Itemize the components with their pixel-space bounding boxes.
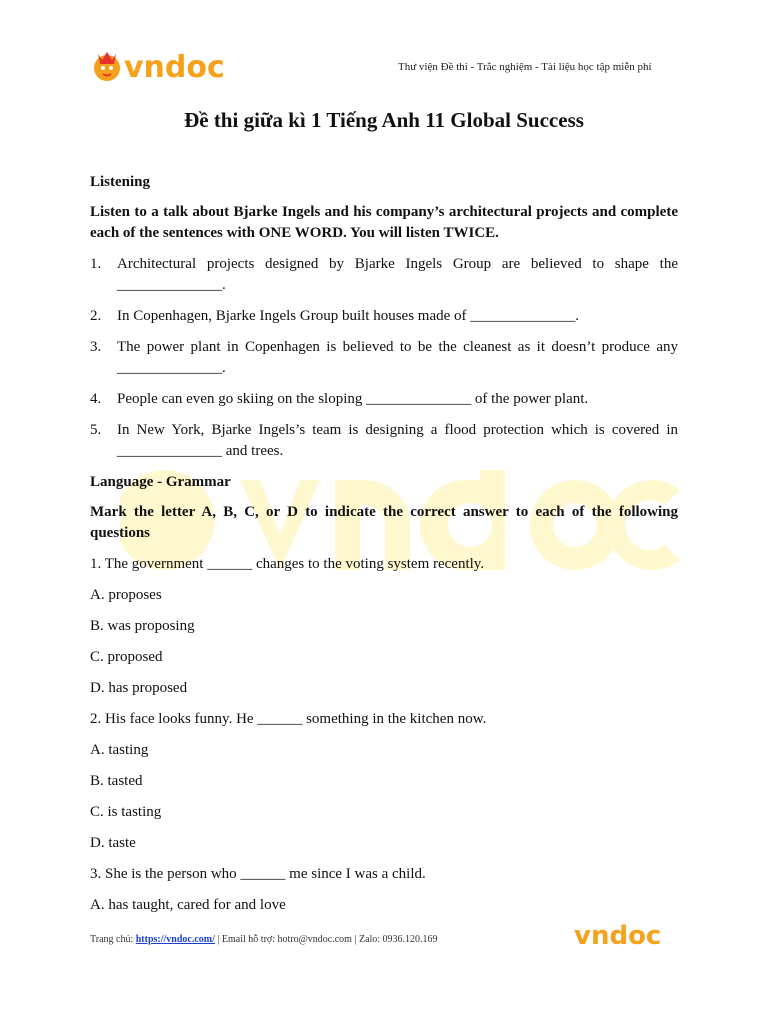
list-item [90, 306, 678, 327]
document-title: Đề thi giữa kì 1 Tiếng Anh 11 Global Success [184, 108, 584, 132]
document-content [90, 172, 678, 926]
answer-option: A. proposes [90, 587, 162, 603]
answer-option: D. taste [90, 835, 136, 851]
answer-option: C. proposed [90, 649, 163, 665]
footer-contact: | Email hỗ trợ: hotro@vndoc.com | Zalo: 0936.120.169 [214, 934, 438, 945]
answer-option: D. has proposed [90, 680, 188, 696]
list-item [90, 254, 678, 296]
item-number: 5. [90, 422, 102, 438]
footer-home-link[interactable]: https://vndoc.com/ [135, 934, 215, 945]
item-number: 4. [90, 391, 102, 407]
list-item [90, 420, 678, 462]
page-header [0, 0, 768, 100]
list-item [90, 337, 678, 379]
grammar-heading: Language - Grammar [90, 474, 231, 490]
vndoc-logo[interactable] [90, 44, 240, 86]
svg-text:vndoc: vndoc [574, 921, 662, 950]
mascot-icon [94, 52, 120, 81]
list-item [90, 389, 678, 410]
question-text: 1. The government ______ changes to the voting system recently. [90, 556, 485, 572]
page-footer [90, 934, 438, 945]
item-text: People can even go skiing on the sloping ______________ of the power plant. [117, 391, 589, 407]
answer-option: A. tasting [90, 742, 149, 758]
answer-option: B. was proposing [90, 618, 195, 634]
grammar-instruction: Mark the letter A, B, C, or D to indicate the correct answer to each of the following questions [90, 504, 678, 541]
svg-text:vndoc: vndoc [124, 50, 225, 85]
listening-heading: Listening [90, 174, 151, 190]
item-number: 2. [90, 308, 102, 324]
item-text: In Copenhagen, Bjarke Ingels Group built houses made of ______________. [117, 308, 580, 324]
item-text: In New York, Bjarke Ingels’s team is designing a flood protection which is covered in ______________ and trees. [117, 422, 678, 459]
answer-option: A. has taught, cared for and love [90, 897, 286, 913]
question-text: 2. His face looks funny. He ______ something in the kitchen now. [90, 711, 487, 727]
header-tagline: Thư viện Đề thi - Trắc nghiệm - Tài liệu học tập miễn phí [398, 61, 652, 73]
item-text: Architectural projects designed by Bjarke Ingels Group are believed to shape the ______________. [117, 256, 678, 293]
listening-items [90, 254, 678, 462]
listening-instruction: Listen to a talk about Bjarke Ingels and his company’s architectural projects and complete each of the sentences with ONE WORD. You will listen TWICE. [90, 204, 678, 241]
item-number: 1. [90, 256, 102, 272]
item-text: The power plant in Copenhagen is believed to be the cleanest as it doesn’t produce any ______________. [117, 339, 678, 376]
footer-home-label: Trang chủ: [90, 934, 136, 945]
answer-option: B. tasted [90, 773, 143, 789]
item-number: 3. [90, 339, 102, 355]
answer-option: C. is tasting [90, 804, 162, 820]
question-text: 3. She is the person who ______ me since I was a child. [90, 866, 426, 882]
